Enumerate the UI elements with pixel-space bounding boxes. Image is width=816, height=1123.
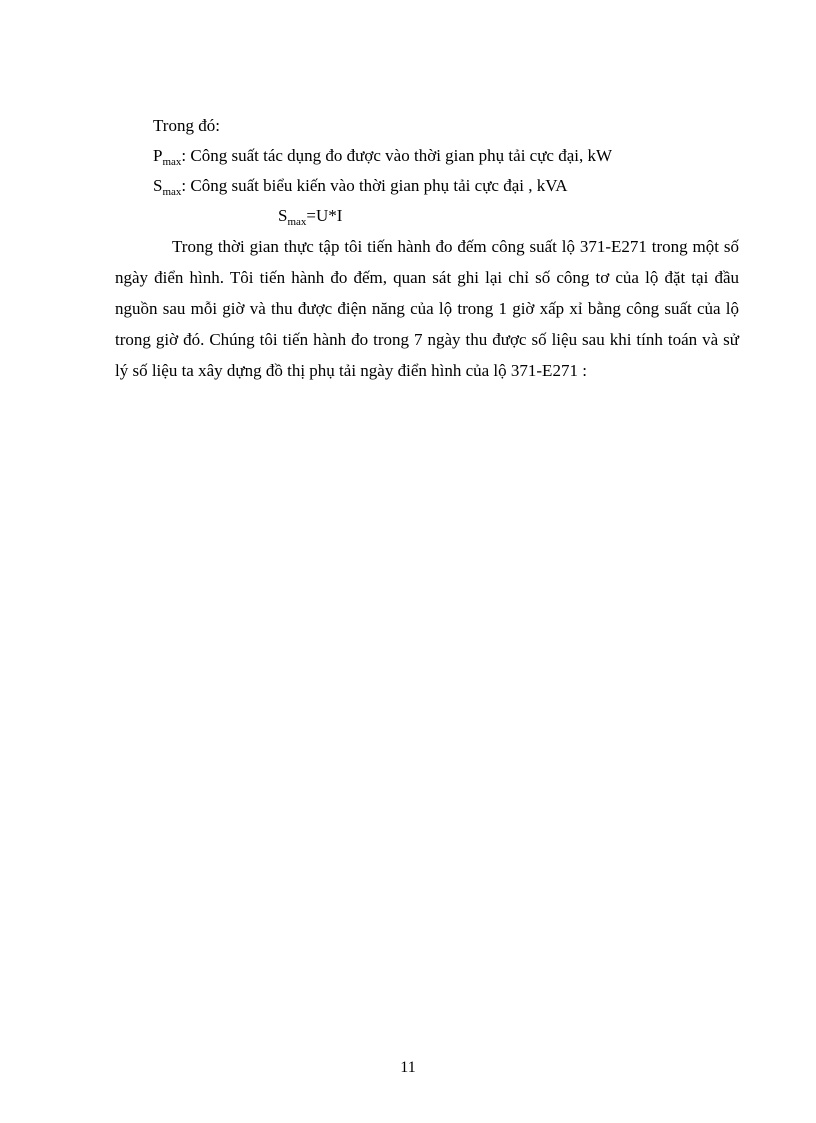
definition-subscript: max xyxy=(162,186,182,198)
body-paragraph: Trong thời gian thực tập tôi tiến hành đo đếm công suất lộ 371-E271 trong một số ngày điển hình. Tôi tiến hành đo đếm, quan sát ghi lại chỉ số công tơ của lộ đặt tại đầu nguồn sau mỗi giờ và thu được điện năng của lộ trong 1 giờ xấp xỉ bằng công suất của lộ trong giờ đó. Chúng tôi tiến hành đo trong 7 ngày thu được số liệu sau khi tính toán và sử lý số liệu ta xây dựng đồ thị phụ tải ngày điển hình của lộ 371-E271 : xyxy=(115,237,739,380)
definition-smax xyxy=(153,176,568,196)
definition-subscript: max xyxy=(162,156,182,168)
page-number: 11 xyxy=(400,1059,416,1076)
intro-label: Trong đó: xyxy=(153,116,220,135)
formula-rhs: =U*I xyxy=(306,206,343,225)
formula-subscript: max xyxy=(287,216,307,228)
definition-symbol: S xyxy=(153,176,163,195)
formula-symbol: S xyxy=(278,206,288,225)
definition-symbol: P xyxy=(153,146,163,165)
formula xyxy=(278,206,342,226)
definition-description: : Công suất biểu kiến vào thời gian phụ tải cực đại , kVA xyxy=(181,176,568,195)
definition-description: : Công suất tác dụng đo được vào thời gian phụ tải cực đại, kW xyxy=(181,146,613,165)
definition-pmax xyxy=(153,146,612,166)
